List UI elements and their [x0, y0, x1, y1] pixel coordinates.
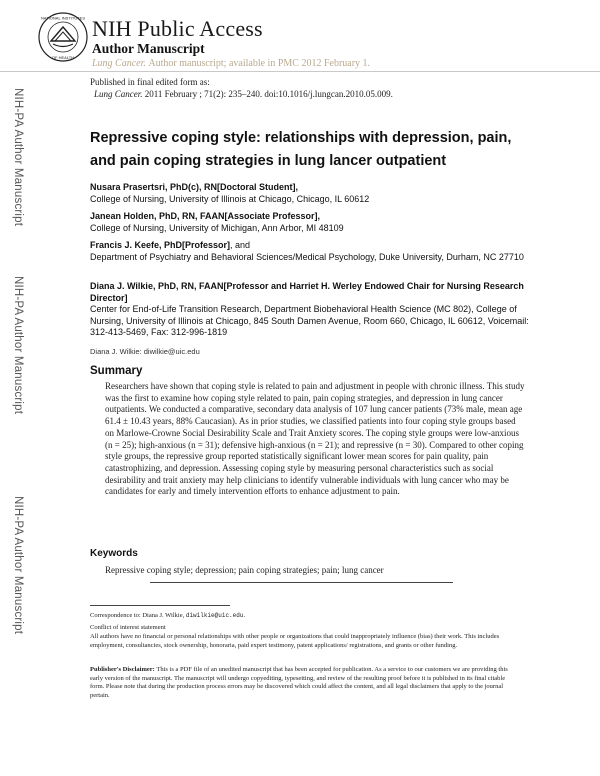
nih-public-access-title: NIH Public Access [92, 16, 263, 41]
author-affiliation: Department of Psychiatry and Behavioral Sciences/Medical Psychology, Duke University, Durham, NC 27710 [90, 251, 524, 262]
conflict-heading: Conflict of interest statement [90, 624, 166, 631]
side-label-bottom: NIH-PA Author Manuscript [12, 496, 24, 635]
citation-details: 2011 February ; 71(2): 235–240. doi:10.1016/j.lungcan.2010.05.009. [144, 89, 393, 99]
author-name: Nusara Prasertsri, PhD(c), RN[Doctoral Student], [90, 182, 299, 192]
author-affiliation: Center for End-of-Life Transition Research, Department Biobehavioral Health Science (MC 802), College of Nursing, University of Illinois at Chicago, 845 South Damen Avenue, Room 660, Chicago, IL 60612, Voicemail: 312-413-5469, Fax: 312-996-1819 [90, 304, 529, 337]
contact-email[interactable]: Diana J. Wilkie: diwilkie@uic.edu [90, 347, 200, 356]
disclaimer-text: This is a PDF file of an unedited manuscript that has been accepted for publication. As a service to our customers we are providing this early version of the manuscript. The manuscript will undergo copyediting, typesetting, and review of the resulting proof before it is published in its final citable form. Please note that during the production process errors may be discovered which could affect the content, and all legal disclaimers that apply to the journal pertain. [90, 666, 508, 699]
pmc-rest: Author manuscript; available in PMC 2012 February 1. [148, 58, 371, 69]
author-suffix: , and [230, 240, 251, 250]
keywords-heading: Keywords [90, 548, 138, 559]
side-label-middle: NIH-PA Author Manuscript [12, 276, 24, 415]
author-block [90, 281, 530, 339]
author-block [90, 211, 530, 234]
header-divider [0, 71, 600, 72]
summary-heading: Summary [90, 365, 143, 377]
correspondence-email[interactable]: diwilkie@uic.edu [185, 612, 244, 619]
author-name: Diana J. Wilkie, PhD, RN, FAAN[Professor and Harriet H. Werley Endowed Chair for Nursing Research Director] [90, 281, 524, 303]
author-affiliation: College of Nursing, University of Illinois at Chicago, Chicago, IL 60612 [90, 193, 370, 204]
pmc-availability-note [92, 58, 370, 69]
logo-text-bottom: OF HEALTH [51, 55, 75, 60]
citation-line [90, 88, 393, 100]
keywords-text: Repressive coping style; depression; pain coping strategies; pain; lung cancer [105, 565, 384, 575]
summary-text: Researchers have shown that coping style is related to pain and adjustment in people with chronic illness. This study was the first to examine how coping style related to pain, pain coping strategies, and depression in lung cancer outpatients. We conducted a comparative, secondary data analysis of 107 lung cancer patients (73% male, mean age 61.4 ± 10.43 years, 88% Caucasian). As in prior studies, we classified patients into four coping style groups based on Marlowe-Crowne Social Desirability Scale and Trait Anxiety scores. The coping style groups were low-anxious (n = 25); high-anxious (n = 31); defensive high-anxious (n = 21); and repressive (n = 30). Compared to other coping style groups, the repressive group reported statistically significant lower mean scores for pain quality, pain catastrophizing, and depression. Assessing coping style by measuring personal characteristics such as social desirability and trait anxiety may help clinicians to identify vulnerable individuals with lung cancer who may be candidates for early and timely intervention efforts to enhance adjustment to pain. [105, 381, 525, 497]
publisher-disclaimer [90, 666, 520, 700]
author-name: Francis J. Keefe, PhD[Professor] [90, 240, 231, 250]
author-name: Janean Holden, PhD, RN, FAAN[Associate Professor], [90, 211, 321, 221]
published-in-label: Published in final edited form as: [90, 77, 210, 87]
disclaimer-label: Publisher's Disclaimer: [90, 666, 155, 673]
conflict-text: All authors have no financial or personal relationships with other people or organizations that could inappropriately influence (bias) their work. This includes employment, consultancies, stock ownership, honoraria, paid expert testimony, patent applications/ registrations, and grants or other funding. [90, 633, 500, 649]
author-block [90, 182, 530, 205]
correspondence-label: Correspondence to: Diana J. Wilkie, [90, 612, 185, 619]
author-block [90, 240, 530, 263]
side-label-top: NIH-PA Author Manuscript [12, 88, 24, 227]
publication-info [90, 76, 393, 100]
pmc-journal: Lung Cancer. [92, 58, 146, 69]
author-affiliation: College of Nursing, University of Michigan, Ann Arbor, MI 48109 [90, 222, 344, 233]
nih-seal-logo [37, 11, 89, 63]
citation-journal: Lung Cancer. [94, 89, 143, 99]
correspondence-note [90, 612, 520, 621]
keywords-divider [150, 582, 453, 583]
article-title: Repressive coping style: relationships with depression, pain, and pain coping strategies in lung lancer outpatient [90, 130, 512, 169]
footnote-divider [90, 605, 230, 606]
author-manuscript-subtitle: Author Manuscript [92, 41, 205, 56]
logo-text-top: NATIONAL INSTITUTES [40, 15, 86, 21]
correspondence-end: . [243, 612, 246, 619]
